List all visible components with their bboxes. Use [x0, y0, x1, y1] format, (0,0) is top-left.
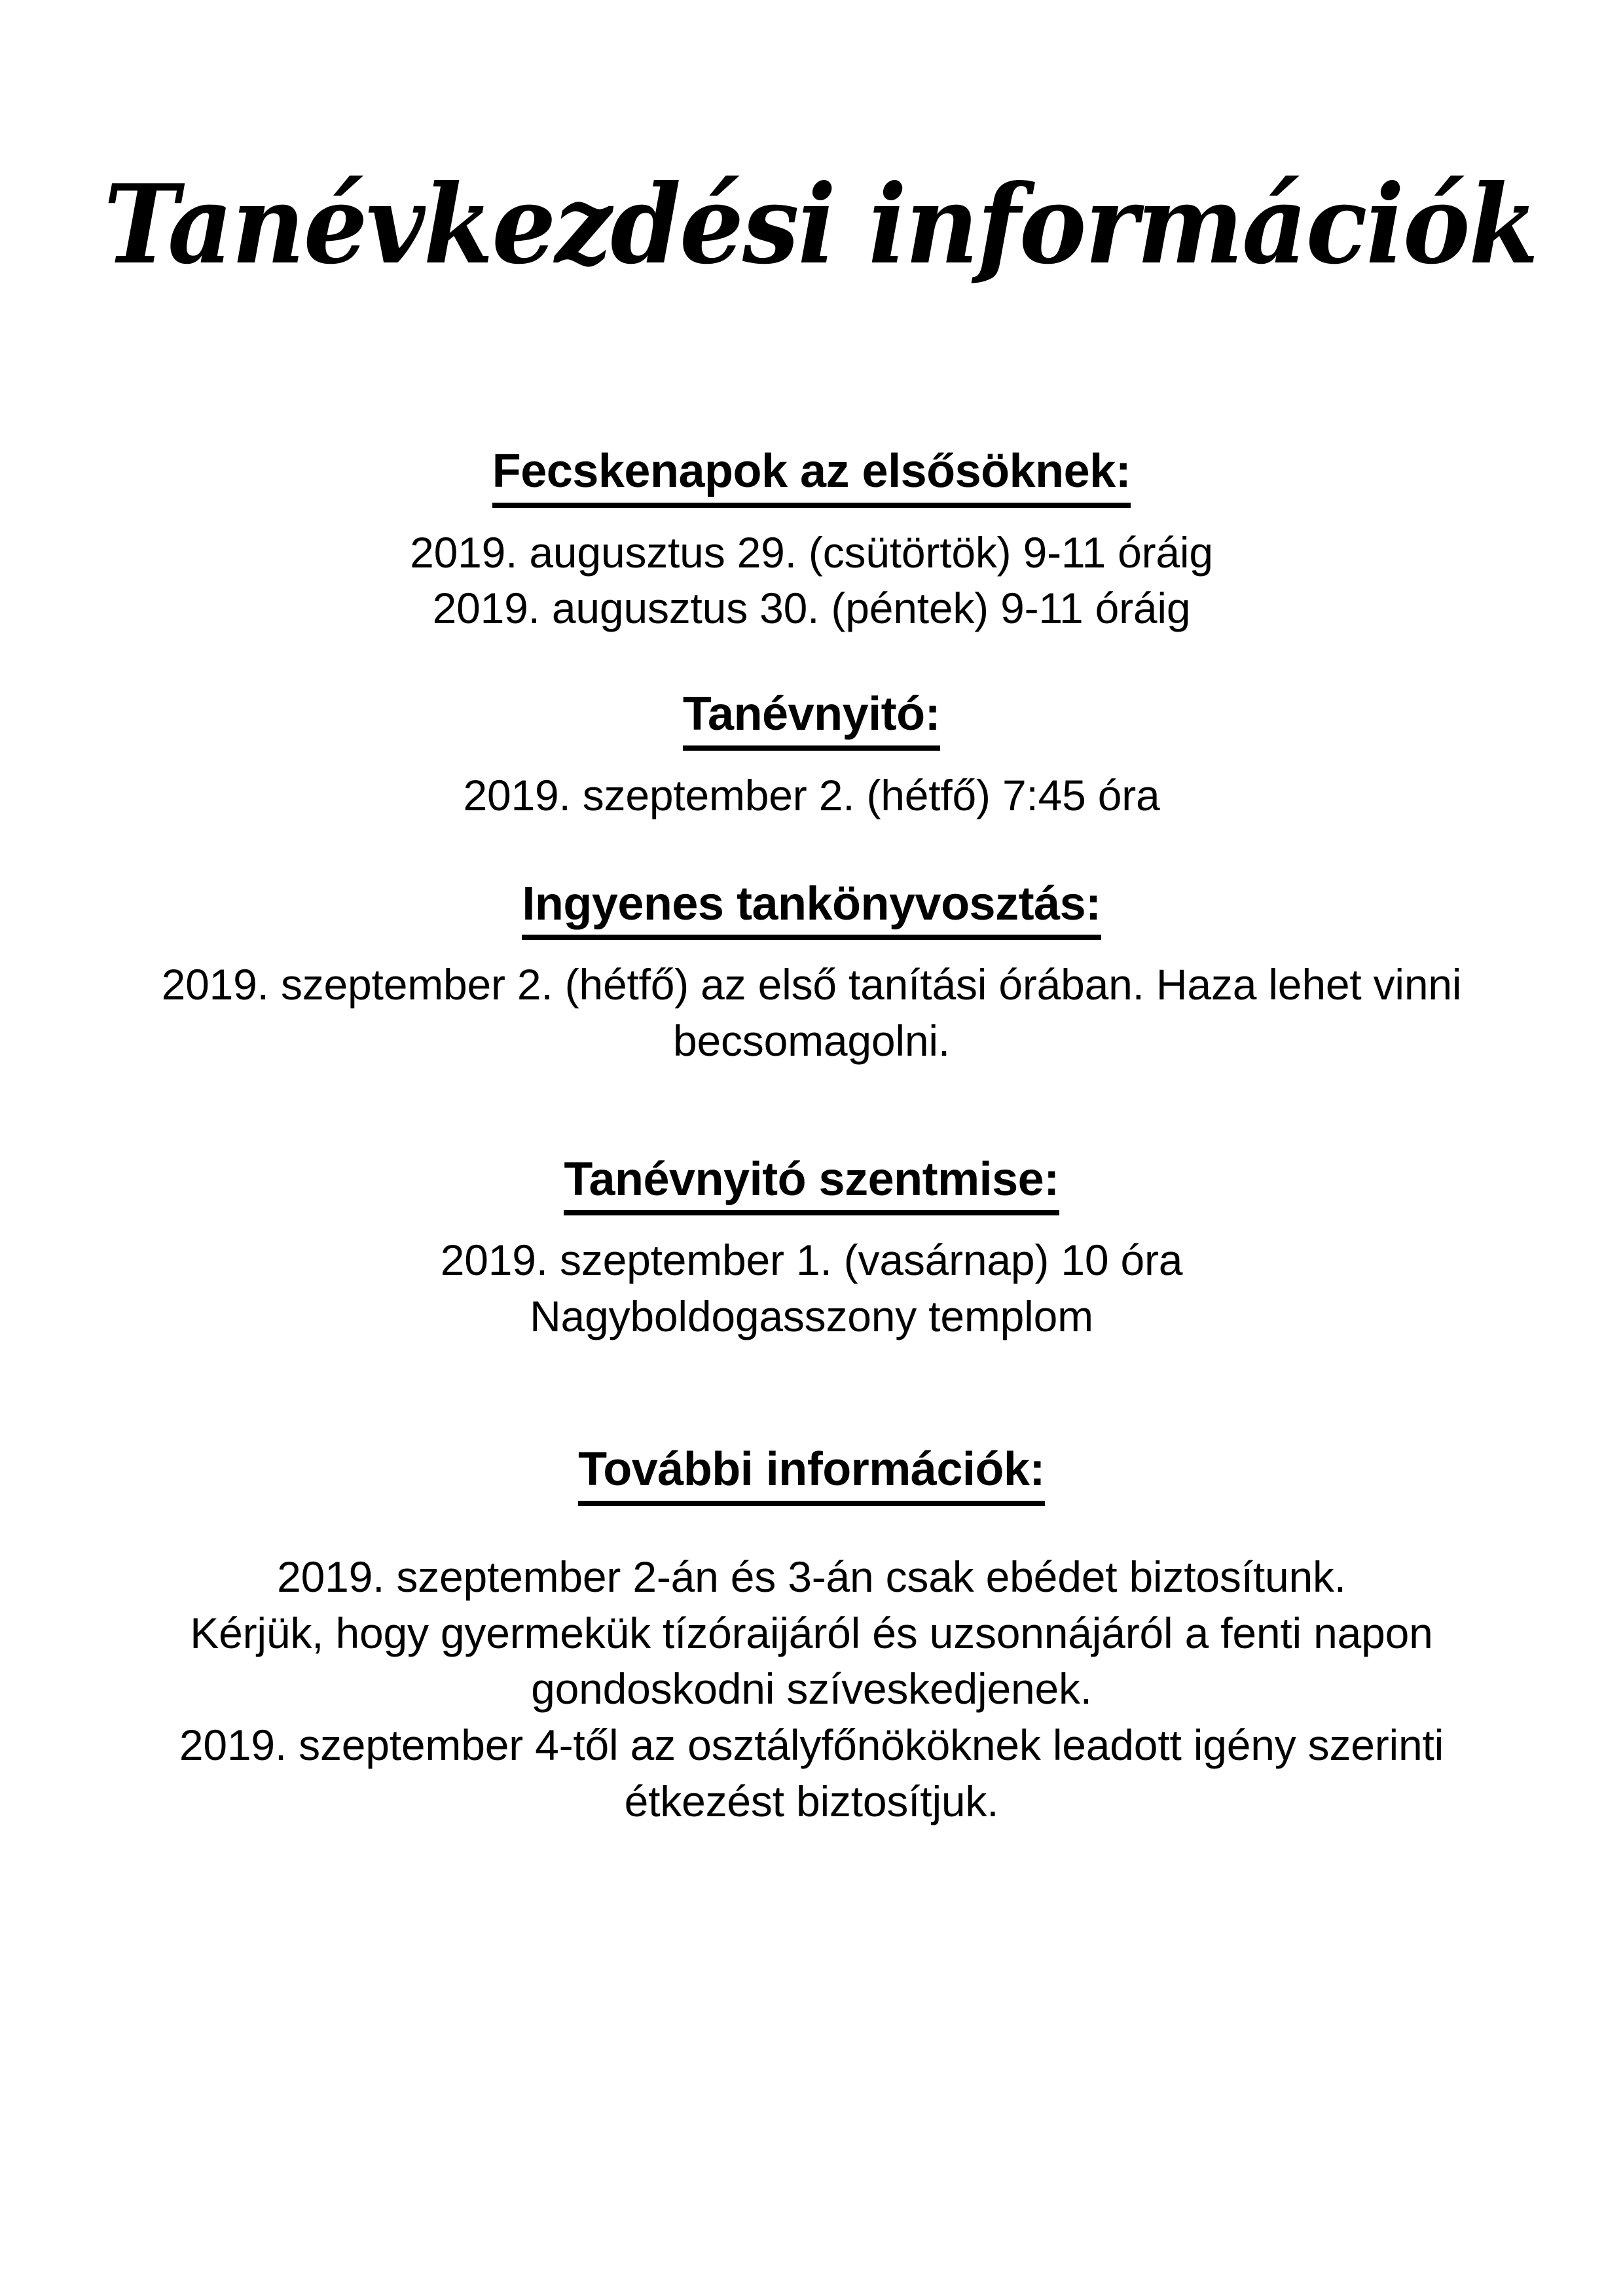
body-line: gondoskodni szíveskedjenek.: [531, 1664, 1092, 1713]
section-heading-tanevnyito: Tanévnyitó:: [683, 688, 940, 751]
section-heading-tovabbi-informaciok: További információk:: [578, 1443, 1045, 1506]
body-line: 2019. szeptember 4-től az osztályfőnököknek leadott igény szerinti: [179, 1721, 1444, 1770]
section-body-fecskenapok: [131, 525, 1492, 637]
body-line: Nagyboldogasszony templom: [530, 1292, 1093, 1341]
section-heading-tanevnyito-szentmise: Tanévnyitó szentmise:: [564, 1153, 1059, 1216]
section-body-tovabbi-informaciok: [131, 1549, 1492, 1830]
section-body-tanevnyito: [131, 768, 1492, 824]
page-title: Tanévkezdési információk: [103, 160, 1538, 289]
body-line: becsomagolni.: [673, 1016, 950, 1066]
section-tankonyvosztas: [131, 878, 1492, 1069]
section-tanevnyito-szentmise: [131, 1153, 1492, 1345]
section-tovabbi-informaciok: [131, 1443, 1492, 1830]
section-heading-tankonyvosztas: Ingyenes tankönyvosztás:: [522, 878, 1101, 941]
body-line: Kérjük, hogy gyermekük tízóraijáról és uzsonnájáról a fenti napon: [190, 1608, 1433, 1657]
section-fecskenapok: [131, 445, 1492, 637]
body-line: 2019. szeptember 2. (hétfő) 7:45 óra: [463, 770, 1160, 819]
body-line: 2019. szeptember 2-án és 3-án csak ebédet biztosítunk.: [277, 1552, 1346, 1601]
section-body-tanevnyito-szentmise: [131, 1232, 1492, 1345]
section-tanevnyito: [131, 688, 1492, 823]
body-line: 2019. augusztus 29. (csütörtök) 9-11 óráig: [410, 528, 1213, 577]
body-line: 2019. szeptember 2. (hétfő) az első tanítási órában. Haza lehet vinni: [161, 960, 1462, 1009]
body-line: 2019. szeptember 1. (vasárnap) 10 óra: [440, 1236, 1183, 1285]
body-line: étkezést biztosítjuk.: [624, 1776, 999, 1825]
section-body-tankonyvosztas: [131, 957, 1492, 1069]
section-heading-fecskenapok: Fecskenapok az elsősöknek:: [492, 445, 1131, 508]
body-line: 2019. augusztus 30. (péntek) 9-11 óráig: [432, 584, 1191, 633]
